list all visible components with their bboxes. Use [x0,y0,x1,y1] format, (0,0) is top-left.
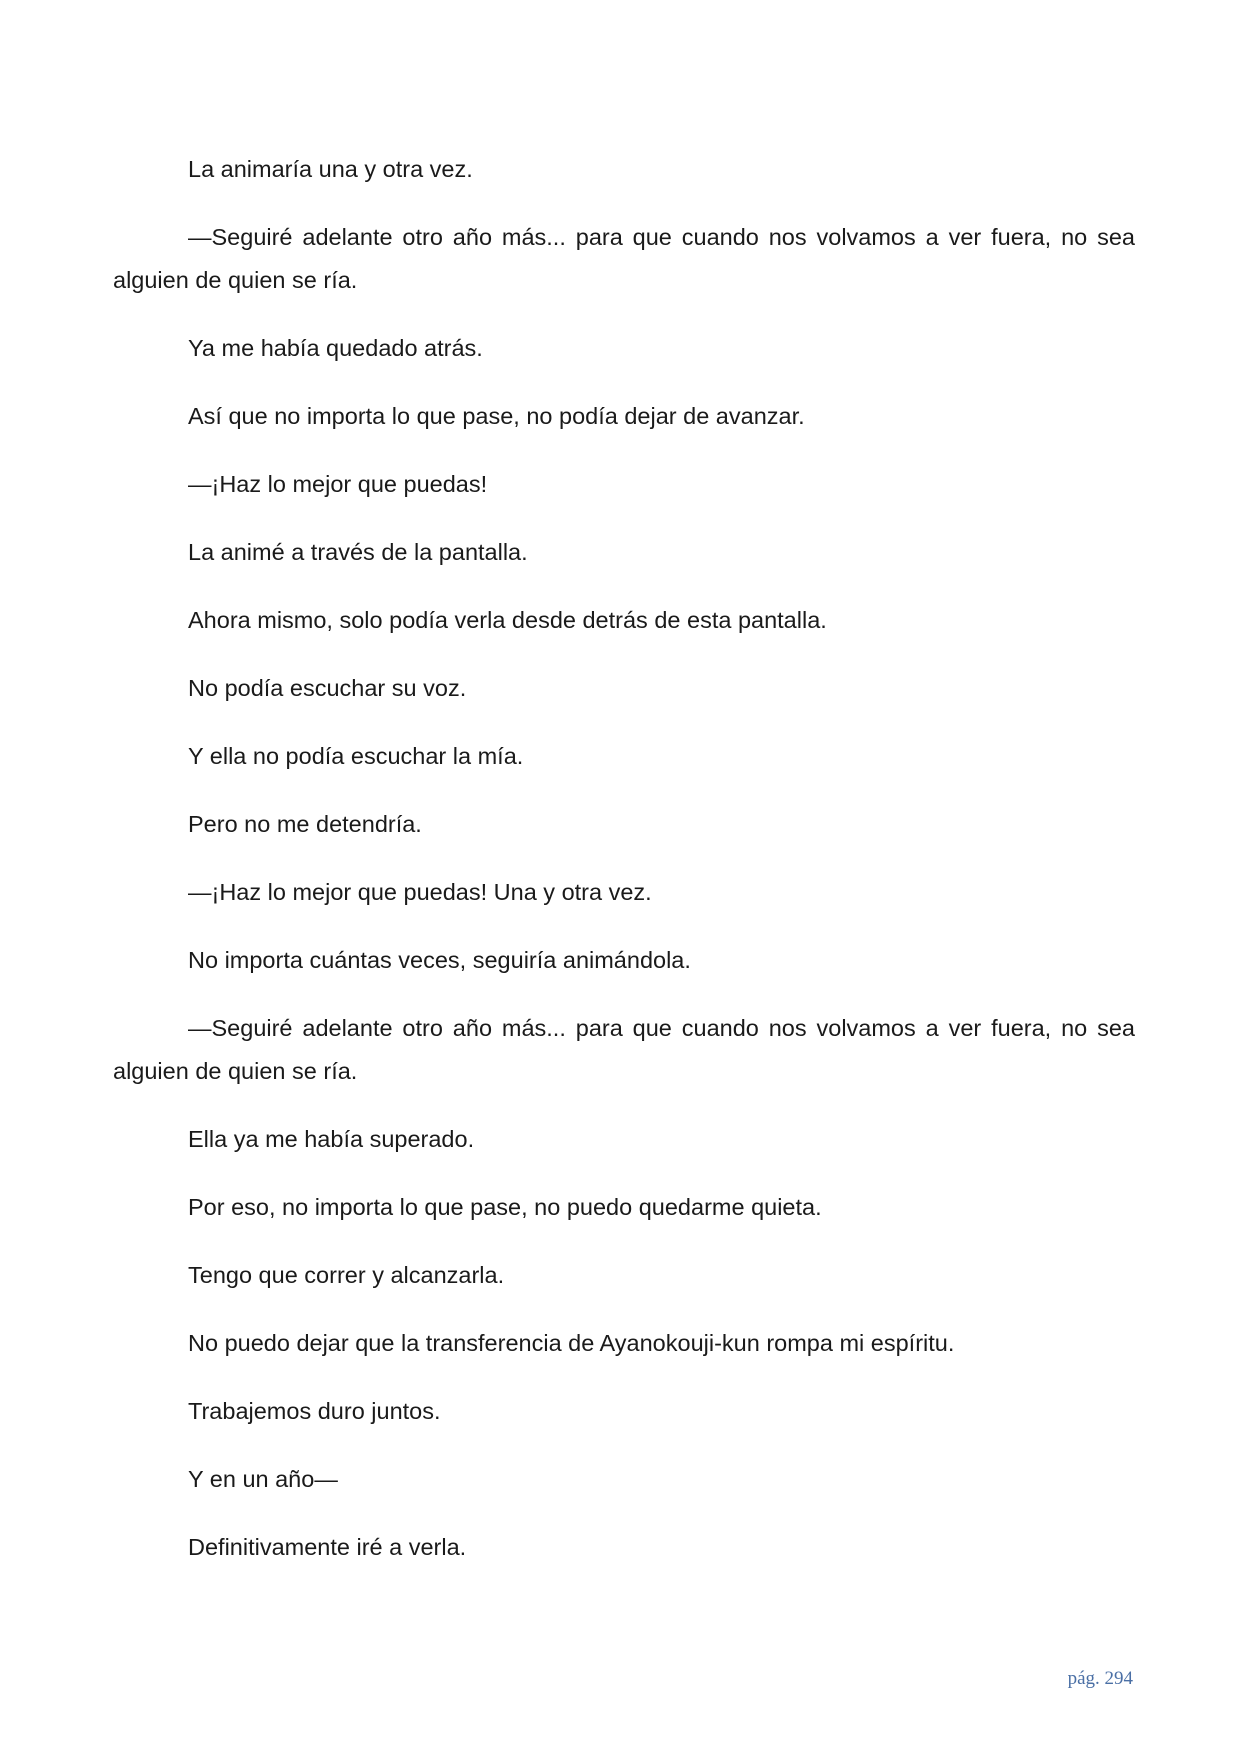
paragraph: No puedo dejar que la transferencia de Ayanokouji-kun rompa mi espíritu. [188,1330,955,1356]
paragraph: Ya me había quedado atrás. [188,335,483,361]
paragraph: No importa cuántas veces, seguiría animándola. [188,947,691,973]
paragraph: Pero no me detendría. [188,811,422,837]
paragraph: Ella ya me había superado. [188,1126,475,1152]
paragraph: Y ella no podía escuchar la mía. [188,743,524,769]
paragraph: No podía escuchar su voz. [188,675,467,701]
paragraph: Tengo que correr y alcanzarla. [188,1262,505,1288]
paragraph: Por eso, no importa lo que pase, no puedo quedarme quieta. [188,1194,822,1220]
paragraph: Trabajemos duro juntos. [188,1398,441,1424]
paragraph: Ahora mismo, solo podía verla desde detrás de esta pantalla. [188,607,827,633]
paragraph: La animé a través de la pantalla. [188,539,528,565]
paragraph: La animaría una y otra vez. [188,156,473,182]
paragraph: —¡Haz lo mejor que puedas! [188,471,488,497]
paragraph: —¡Haz lo mejor que puedas! Una y otra vez. [188,879,652,905]
paragraph: —Seguiré adelante otro año más... para que cuando nos volvamos a ver fuera, no sea alguien de quien se ría. [113,1015,1135,1084]
paragraph: Definitivamente iré a verla. [188,1534,467,1560]
paragraph: —Seguiré adelante otro año más... para que cuando nos volvamos a ver fuera, no sea alguien de quien se ría. [113,224,1135,293]
paragraph: Y en un año— [188,1466,338,1492]
page-number: pág. 294 [1067,1668,1133,1689]
paragraph: Así que no importa lo que pase, no podía dejar de avanzar. [188,403,805,429]
text-body [113,148,1135,1594]
